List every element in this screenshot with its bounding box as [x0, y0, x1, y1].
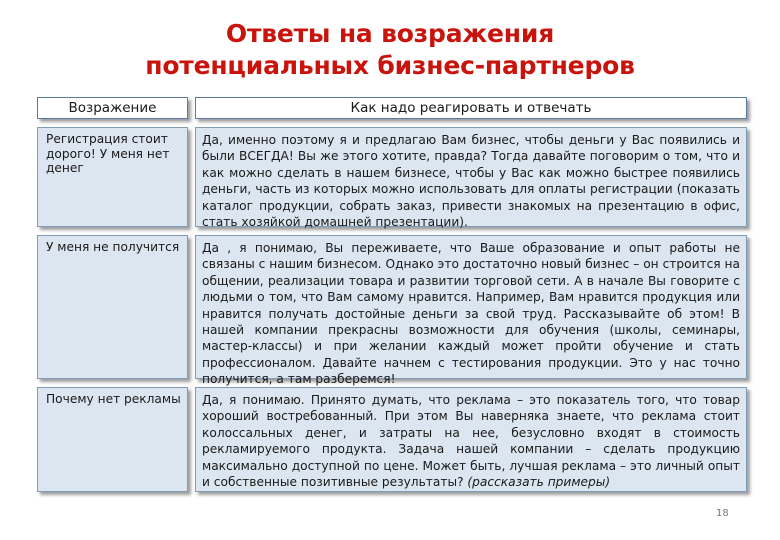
response-note: (рассказать примеры): [467, 475, 611, 490]
response-cell: Да, именно поэтому я и предлагаю Вам бизнес, чтобы деньги у Вас появились и были ВСЕГДА! Вы же этого хотите, правда? Тогда давайте поговорим о том, что и как можно сделать в нашем бизнесе, чтобы у Вас как можно быстрее появились деньги, часть из которых можно использовать для оплаты регистрации (показать каталог продукции, собрать заказ, привести знакомых на презентацию в офис, стать хозяйкой домашней презентации).: [195, 127, 747, 227]
page-title-line-1: Ответы на возражения: [225, 19, 555, 48]
objection-cell: Почему нет рекламы: [37, 387, 188, 492]
objection-cell: Регистрация стоит дорого! У меня нет денег: [37, 127, 188, 227]
objection-cell: У меня не получится: [37, 235, 188, 379]
response-cell: Да , я понимаю, Вы переживаете, что Ваше образование и опыт работы не связаны с нашим бизнесом. Однако это достаточно новый бизнес – он строится на общении, реализации товара и развитии торговой сети. А в начале Вы говорите с людьми о том, что Вам самому нравится. Например, Вам нравится продукция или нравится получать достойные деньги за свой труд. Рассказывайте об этом! В нашей компании прекрасны возможности для обучения (школы, семинары, мастер-классы) и при желании каждый может пройти обучение и стать профессионалом. Давайте начнем с тестирования продукции. Это у нас точно получится, а там разберемся!: [195, 235, 747, 379]
page-title-line-2: потенциальных бизнес-партнеров: [145, 51, 635, 80]
page-title: [0, 18, 780, 82]
response-cell: [195, 387, 747, 492]
header-objection: Возражение: [37, 97, 188, 119]
page-number: 18: [716, 508, 729, 519]
response-text: Да, я понимаю. Принято думать, что реклама – это показатель того, что товар хороший востребованный. При этом Вы наверняка знаете, что реклама стоит колоссальных денег, и затраты на нее, безусловно входят в стоимость рекламируемого продукта. Задача нашей компании – сделать продукцию максимально доступной по цене. Может быть, лучшая реклама – это личный опыт и собственные позитивные результаты?: [202, 393, 740, 490]
header-response: Как надо реагировать и отвечать: [195, 97, 747, 119]
